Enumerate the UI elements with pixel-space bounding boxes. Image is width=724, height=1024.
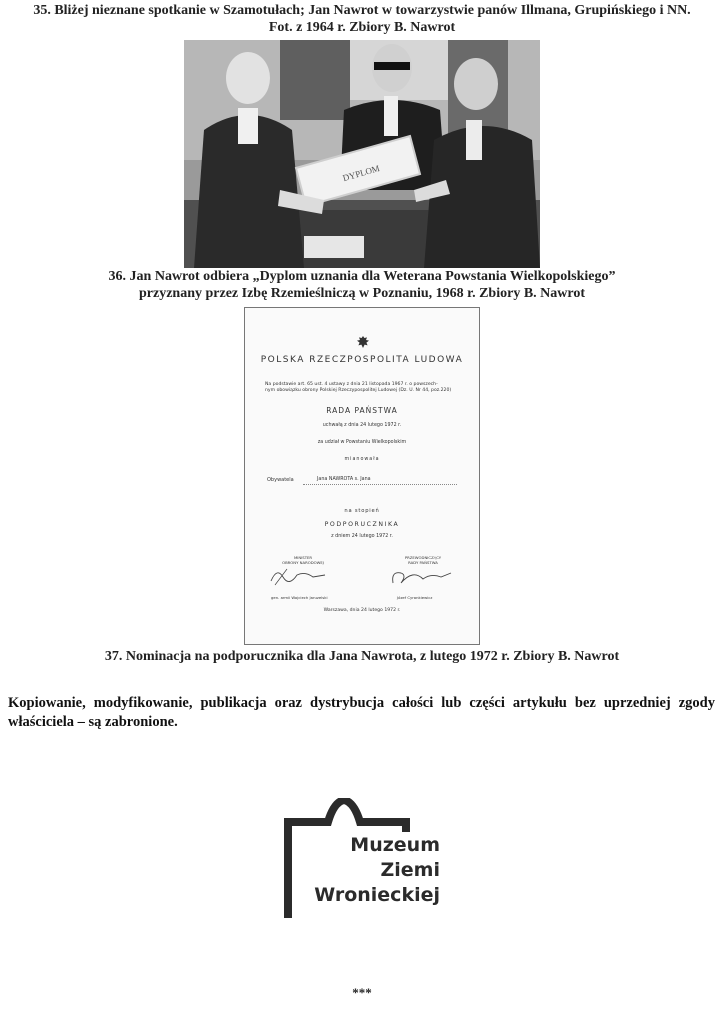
minister-title-line1: MINISTER — [293, 555, 313, 560]
diploma-appointed: mianowała — [344, 457, 380, 462]
legal-line-1: Na podstawie art. 65 ust. 4 ustawy z dnia 21 listopada 1967 r. o powszech- — [265, 382, 438, 387]
diploma-resolution: uchwałą z dnia 24 lutego 1972 r. — [322, 423, 402, 428]
section-separator: *** — [352, 985, 372, 1000]
citizen-label: Obywatela — [267, 477, 294, 483]
caption-36-line2: przyznany przez Izbę Rzemieślniczą w Poznaniu, 1968 r. Zbiory B. Nawrot — [138, 286, 585, 301]
diploma-legal-basis — [245, 382, 479, 394]
caption-35-line2: Fot. z 1964 r. Zbiory B. Nawrot — [268, 20, 456, 35]
diploma-council: RADA PAŃSTWA — [326, 406, 398, 415]
minister-name: gen. armii Wojciech Jaruzelski — [271, 595, 328, 600]
minister-title-line2: OBRONY NARODOWEJ — [282, 559, 324, 565]
minister-signature-icon — [263, 565, 343, 587]
chairman-title-line2: RADY PAŃSTWA — [408, 559, 438, 565]
eagle-emblem-icon — [355, 334, 371, 350]
photo-illustration — [184, 40, 540, 268]
chairman-signature-icon — [383, 565, 463, 587]
diploma-place-date: Warszawa, dnia 24 lutego 1972 r. — [323, 608, 401, 613]
photo-diploma-word: DYPLOM — [341, 163, 381, 184]
caption-37: 37. Nominacja na podporucznika dla Jana Nawrota, z lutego 1972 r. Zbiory B. Nawrot — [104, 649, 620, 664]
caption-35-line1: 35. Bliżej nieznane spotkanie w Szamotułach; Jan Nawrot w towarzystwie panów Illmana, Grupińskiego i NN. — [33, 3, 691, 18]
diploma-effective-date: z dniem 24 lutego 1972 r. — [331, 534, 393, 539]
chairman-title-line1: PRZEWODNICZĄCY — [404, 555, 442, 560]
nomination-document — [244, 307, 480, 645]
diploma-rank-intro: na stopień — [344, 508, 380, 514]
signature-block-minister — [263, 556, 343, 589]
copyright-notice: Kopiowanie, modyfikowanie, publikacja oraz dystrybucja całości lub części artykułu bez uprzedniej zgody właściciela – są zabronione. — [8, 695, 715, 730]
logo-line-2: Ziemi — [380, 859, 440, 881]
diploma-rank: PODPORUCZNIKA — [324, 521, 400, 528]
diploma-citizen-row — [267, 477, 457, 487]
citizen-dotted-line — [303, 484, 457, 485]
logo-line-3: Wronieckiej — [314, 884, 440, 906]
museum-logo — [284, 798, 444, 920]
chairman-name: Józef Cyrankiewicz — [397, 595, 433, 600]
photo-diploma-ceremony — [184, 40, 540, 268]
signature-block-chairman — [383, 556, 463, 589]
legal-line-2: nym obowiązku obrony Polskiej Rzeczypospolitej Ludowej (Dz. U. Nr 44, poz.220) — [265, 388, 452, 393]
citizen-name: Jana NAWROTA s. Jana — [317, 477, 371, 482]
diploma-participation: za udział w Powstaniu Wielkopolskim — [317, 440, 407, 445]
caption-36-line1: 36. Jan Nawrot odbiera „Dyplom uznania dla Weterana Powstania Wielkopolskiego” — [108, 269, 616, 284]
logo-line-1: Muzeum — [350, 834, 440, 856]
diploma-title: POLSKA RZECZPOSPOLITA LUDOWA — [260, 355, 464, 365]
